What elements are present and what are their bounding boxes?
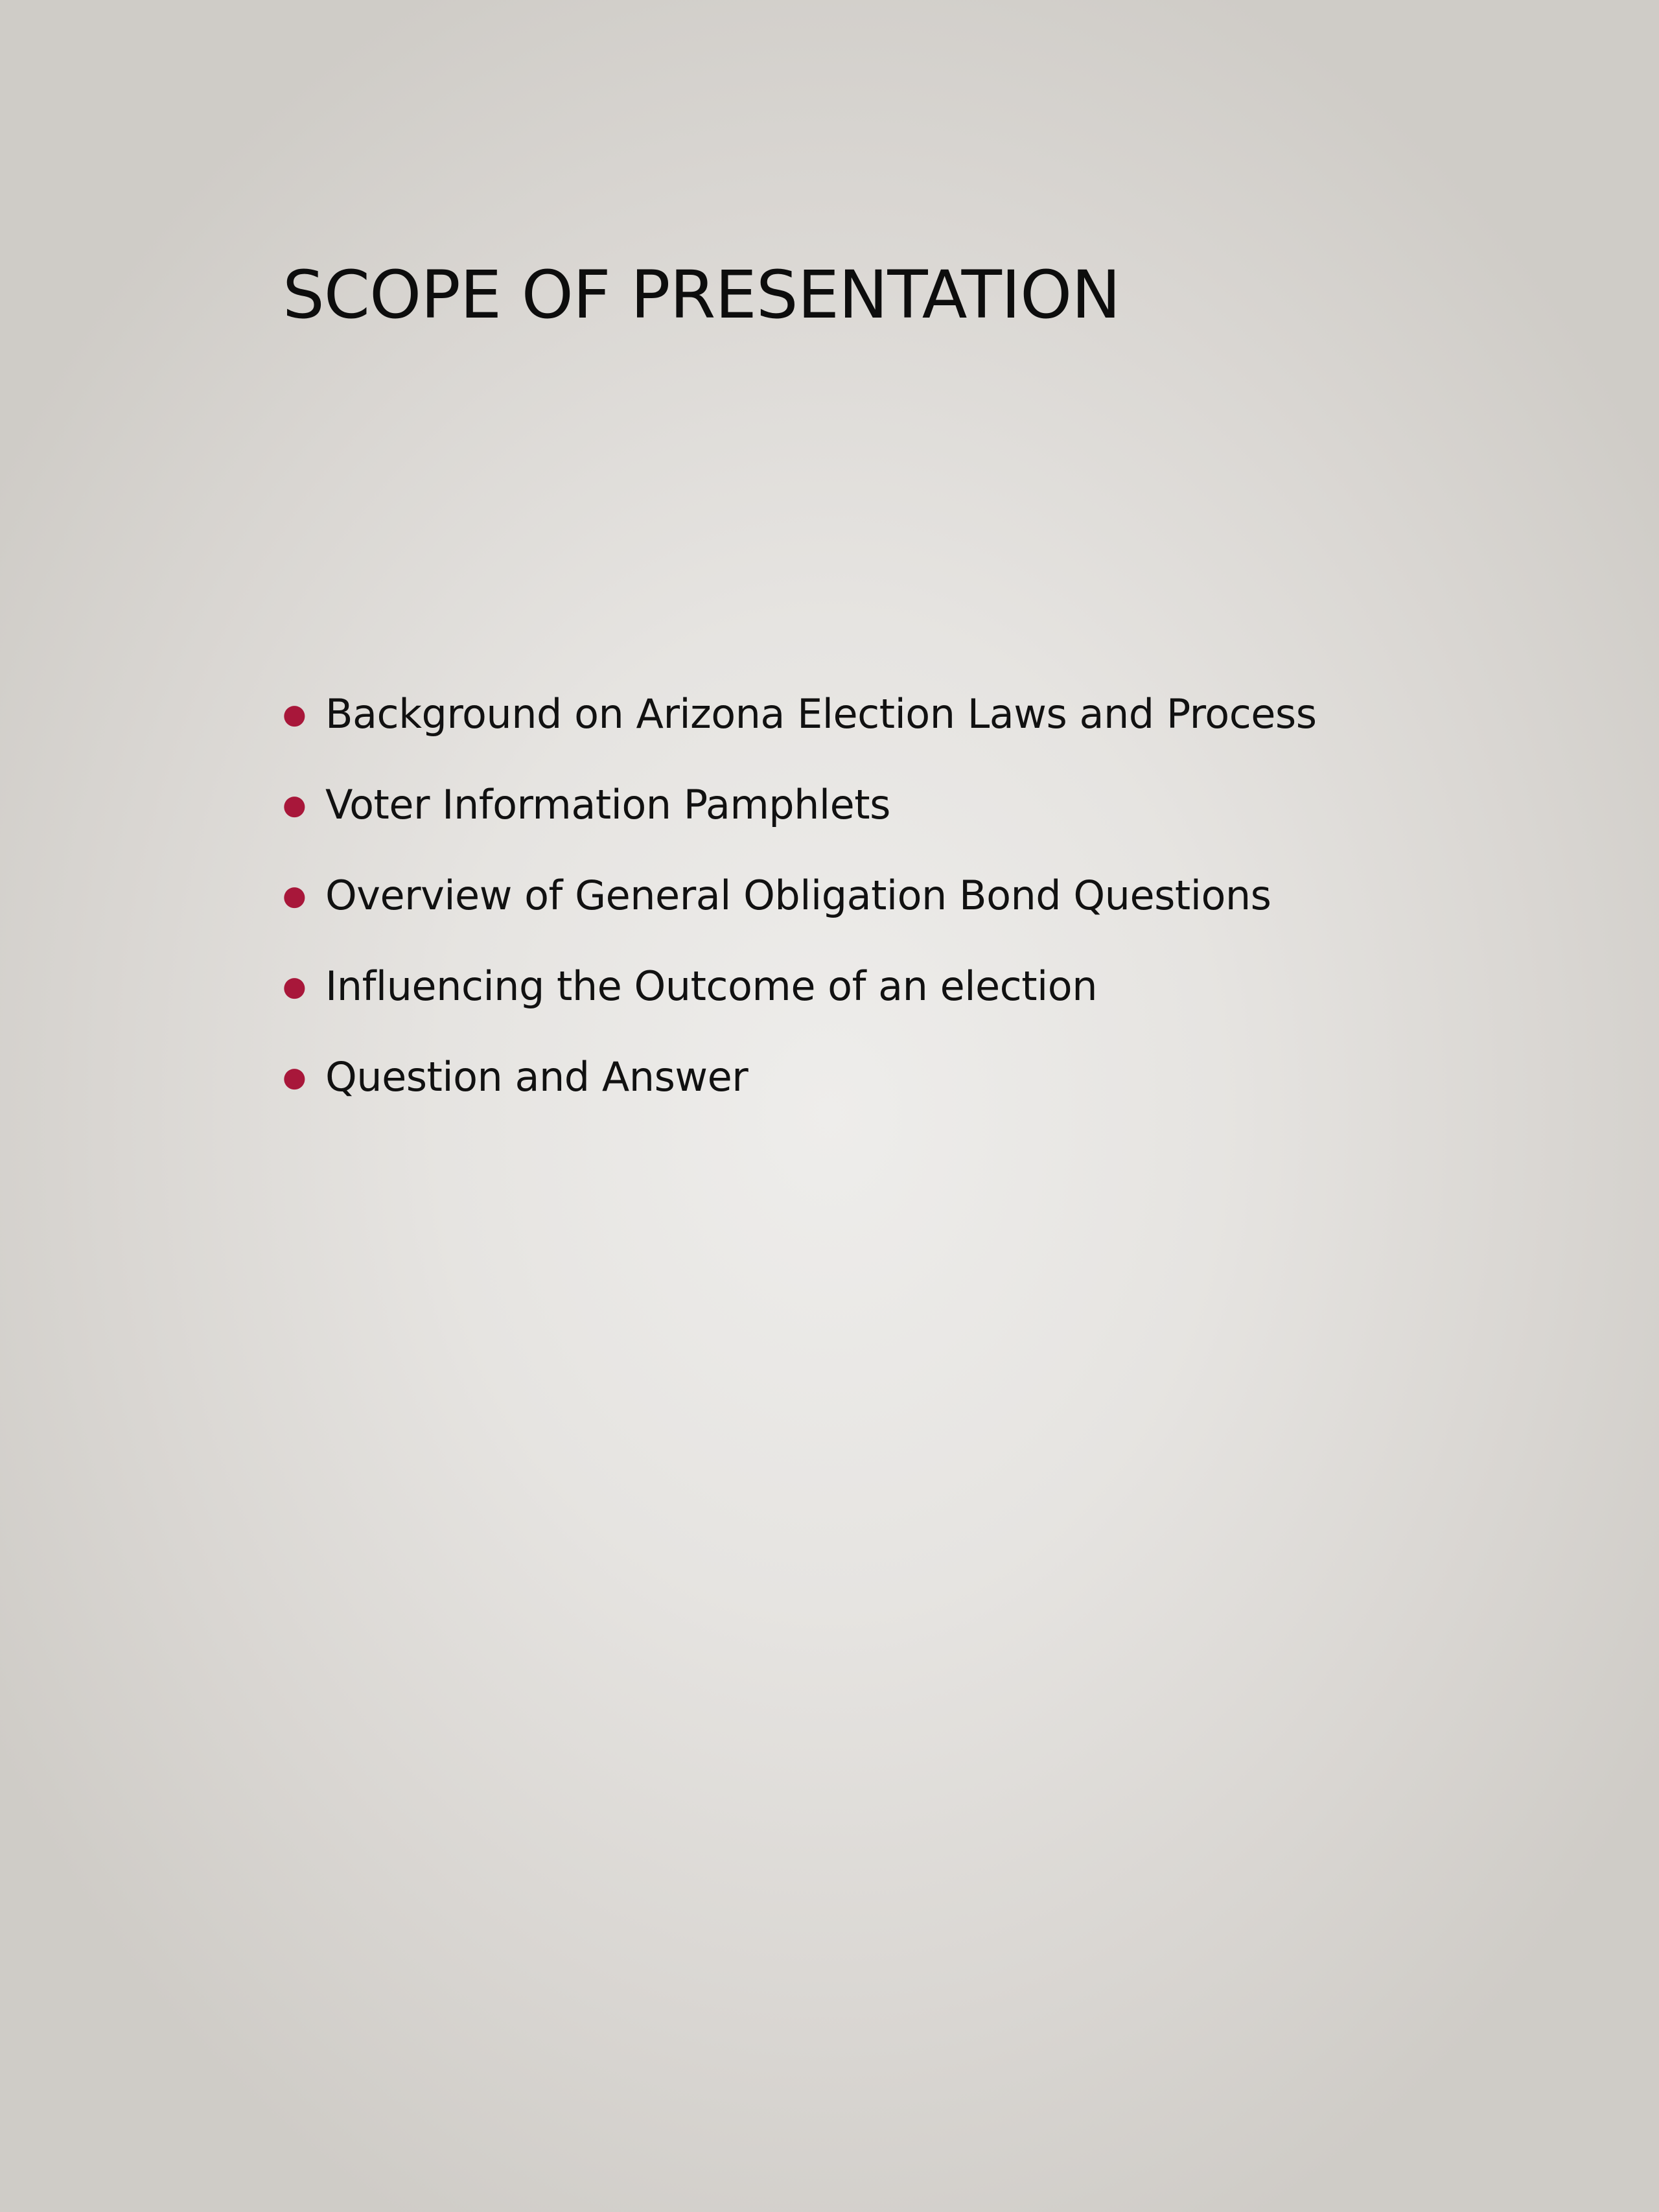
bullet-text: Influencing the Outcome of an election bbox=[325, 962, 1097, 1010]
bullet-text: Overview of General Obligation Bond Questions bbox=[325, 872, 1271, 919]
list-item bbox=[283, 1032, 1317, 1123]
list-item bbox=[283, 850, 1317, 941]
bullet-list bbox=[283, 669, 1317, 1123]
bullet-text: Background on Arizona Election Laws and Process bbox=[325, 690, 1317, 738]
list-item bbox=[283, 941, 1317, 1032]
bullet-text: Voter Information Pamphlets bbox=[325, 781, 890, 828]
bullet-dot-icon: ● bbox=[283, 698, 307, 730]
bullet-dot-icon: ● bbox=[283, 970, 307, 1002]
bullet-dot-icon: ● bbox=[283, 1061, 307, 1093]
list-item bbox=[283, 760, 1317, 850]
list-item bbox=[283, 669, 1317, 760]
bullet-dot-icon: ● bbox=[283, 879, 307, 911]
slide-title: SCOPE OF PRESENTATION bbox=[283, 257, 1120, 334]
bullet-dot-icon: ● bbox=[283, 789, 307, 821]
bullet-text: Question and Answer bbox=[325, 1053, 748, 1100]
